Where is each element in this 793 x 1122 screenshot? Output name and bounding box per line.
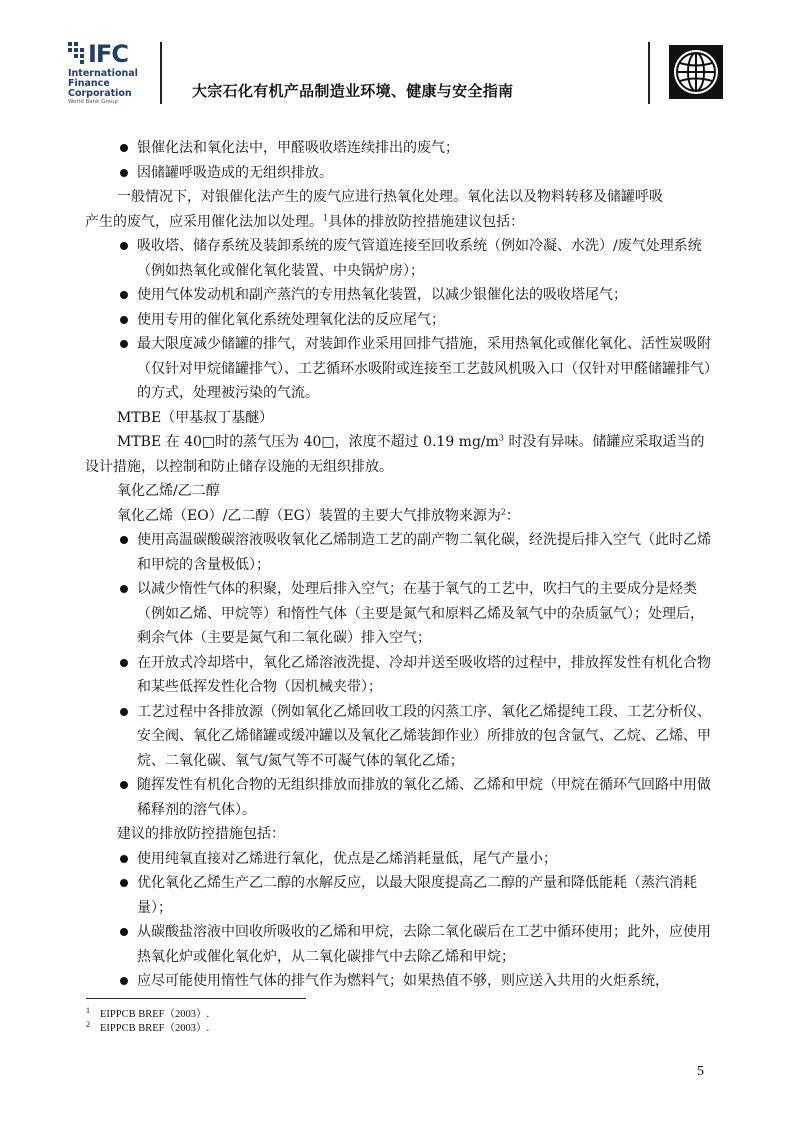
paragraph-text: 氧化乙烯（EO）/乙二醇（EG）装置的主要大气排放物来源为 [117,507,501,524]
bullet-item: 吸收塔、储存系统及装卸系统的废气管道连接至回收系统（例如冷凝、水洗）/废气处理系统（例如热氧化或催化氧化装置、中央锅炉房）； [117,234,717,283]
globe-emblem-icon [68,42,88,68]
bullet-item: 使用专用的催化氧化系统处理氧化法的反应尾气； [117,308,717,333]
document-title: 大宗石化有机产品制造业环境、健康与安全指南 [192,82,514,100]
paragraph-text: 一般情况下，对银催化法产生的废气应进行热氧化处理。氧化法以及物料转移及储罐呼吸 [117,189,663,205]
paragraph [117,504,717,529]
bullet-item: 使用纯氧直接对乙烯进行氧化，优点是乙烯消耗量低，尾气产量小； [117,847,717,872]
bullet-item: 使用高温碳酸碳溶液吸收氧化乙烯制造工艺的副产物二氧化碳，经洗提后排入空气（此时乙烯和甲烷的含量极低）； [117,528,717,577]
footnotes [86,1005,210,1036]
page-number: 5 [697,1064,704,1079]
paragraph-text: ： [505,507,520,524]
footnote: 1 EIPPCB BREF（2003）. [86,1005,210,1020]
footnote-ref: 2 [500,506,506,516]
paragraph-text: 时没有异味。储罐应采取适当的 [504,434,705,450]
bullet-item: 应尽可能使用惰性气体的排气作为燃料气；如果热值不够，则应送入共用的火炬系统， [117,969,717,994]
ifc-logo-word: IFC [88,40,128,68]
page-header [0,0,793,112]
bullet-item: 使用气体发动机和副产蒸汽的专用热氧化装置，以减少银催化法的吸收塔尾气； [117,283,717,308]
paragraph [85,430,717,479]
bullet-item: 随挥发性有机化合物的无组织排放而排放的氧化乙烯、乙烯和甲烷（甲烷在循环气回路中用做稀释剂的溶气体）。 [117,773,717,822]
bullet-item: 以减少惰性气体的积聚，处理后排入空气；在基于氧气的工艺中，吹扫气的主要成分是烃类（例如乙烯、甲烷等）和惰性气体（主要是氮气和原料乙烯及氧气中的杂质氩气）；处理后，剩余气体（主要是氮气和二氧化碳）排入空气； [117,577,717,651]
bullet-item: 优化氧化乙烯生产乙二醇的水解反应，以最大限度提高乙二醇的产量和降低能耗（蒸汽消耗量）； [117,871,717,920]
ifc-logo-line: Corporation [68,88,132,99]
ifc-logo-group: World Bank Group [68,99,118,105]
section-heading: MTBE（甲基叔丁基醚） [117,409,274,426]
bullet-item: 工艺过程中各排放源（例如氧化乙烯回收工段的闪蒸工序、氧化乙烯提纯工段、工艺分析仪、安全阀、氧化乙烯储罐或缓冲罐以及氧化乙烯装卸作业）所排放的包含氩气、乙烷、乙烯、甲烷、二氧化碳、氧气/氮气等不可凝气体的氧化乙烯； [117,700,717,774]
header-divider [648,42,650,104]
ifc-logo-line: International [68,68,138,79]
footnote-ref: 1 [323,212,329,222]
bullet-item: 在开放式冷却塔中，氧化乙烯溶液洗提、冷却并送至吸收塔的过程中，排放挥发性有机化合物和某些低挥发性化合物（因机械夹带）； [117,651,717,700]
paragraph [85,185,717,234]
bullet-item: 最大限度减少储罐的排气，对装卸作业采用回排气措施，采用热氧化或催化氧化、活性炭吸附（仅针对甲烷储罐排气）、工艺循环水吸附或连接至工艺鼓风机吸入口（仅针对甲醛储罐排气）的方式，处理被污染的气流。 [117,332,717,406]
paragraph-text: 设计措施，以控制和防止储存设施的无组织排放。 [85,458,393,475]
bullet-item: 因储罐呼吸造成的无组织排放。 [117,161,717,186]
paragraph-text: 产生的废气，应采用催化法加以处理。 [85,213,323,230]
header-divider [160,42,162,104]
ifc-logo-line: Finance [68,78,110,89]
bullet-item: 银催化法和氧化法中，甲醛吸收塔连续排出的废气； [117,136,717,161]
footnote-text: EIPPCB BREF（2003）. [100,1009,210,1020]
superscript: 3 [498,433,505,443]
footnote-divider [86,998,306,999]
section-heading: 氧化乙烯/乙二醇 [117,483,220,499]
paragraph-text: 具体的排放防控措施建议包括： [328,213,525,230]
footnote: 2 EIPPCB BREF（2003）. [86,1019,210,1034]
footnote-text: EIPPCB BREF（2003）. [100,1023,210,1034]
paragraph: 建议的排放防控措施包括： [117,826,285,842]
bullet-item: 从碳酸盐溶液中回收所吸收的乙烯和甲烷，去除二氧化碳后在工艺中循环使用；此外，应使用热氧化炉或催化氧化炉，从二氧化碳排气中去除乙烯和甲烷； [117,920,717,969]
world-bank-globe-icon [669,45,723,99]
paragraph-text: MTBE 在 40□时的蒸气压为 40□，浓度不超过 0.19 mg/m [117,434,499,450]
ifc-logo [68,40,158,106]
page-body [85,136,717,994]
